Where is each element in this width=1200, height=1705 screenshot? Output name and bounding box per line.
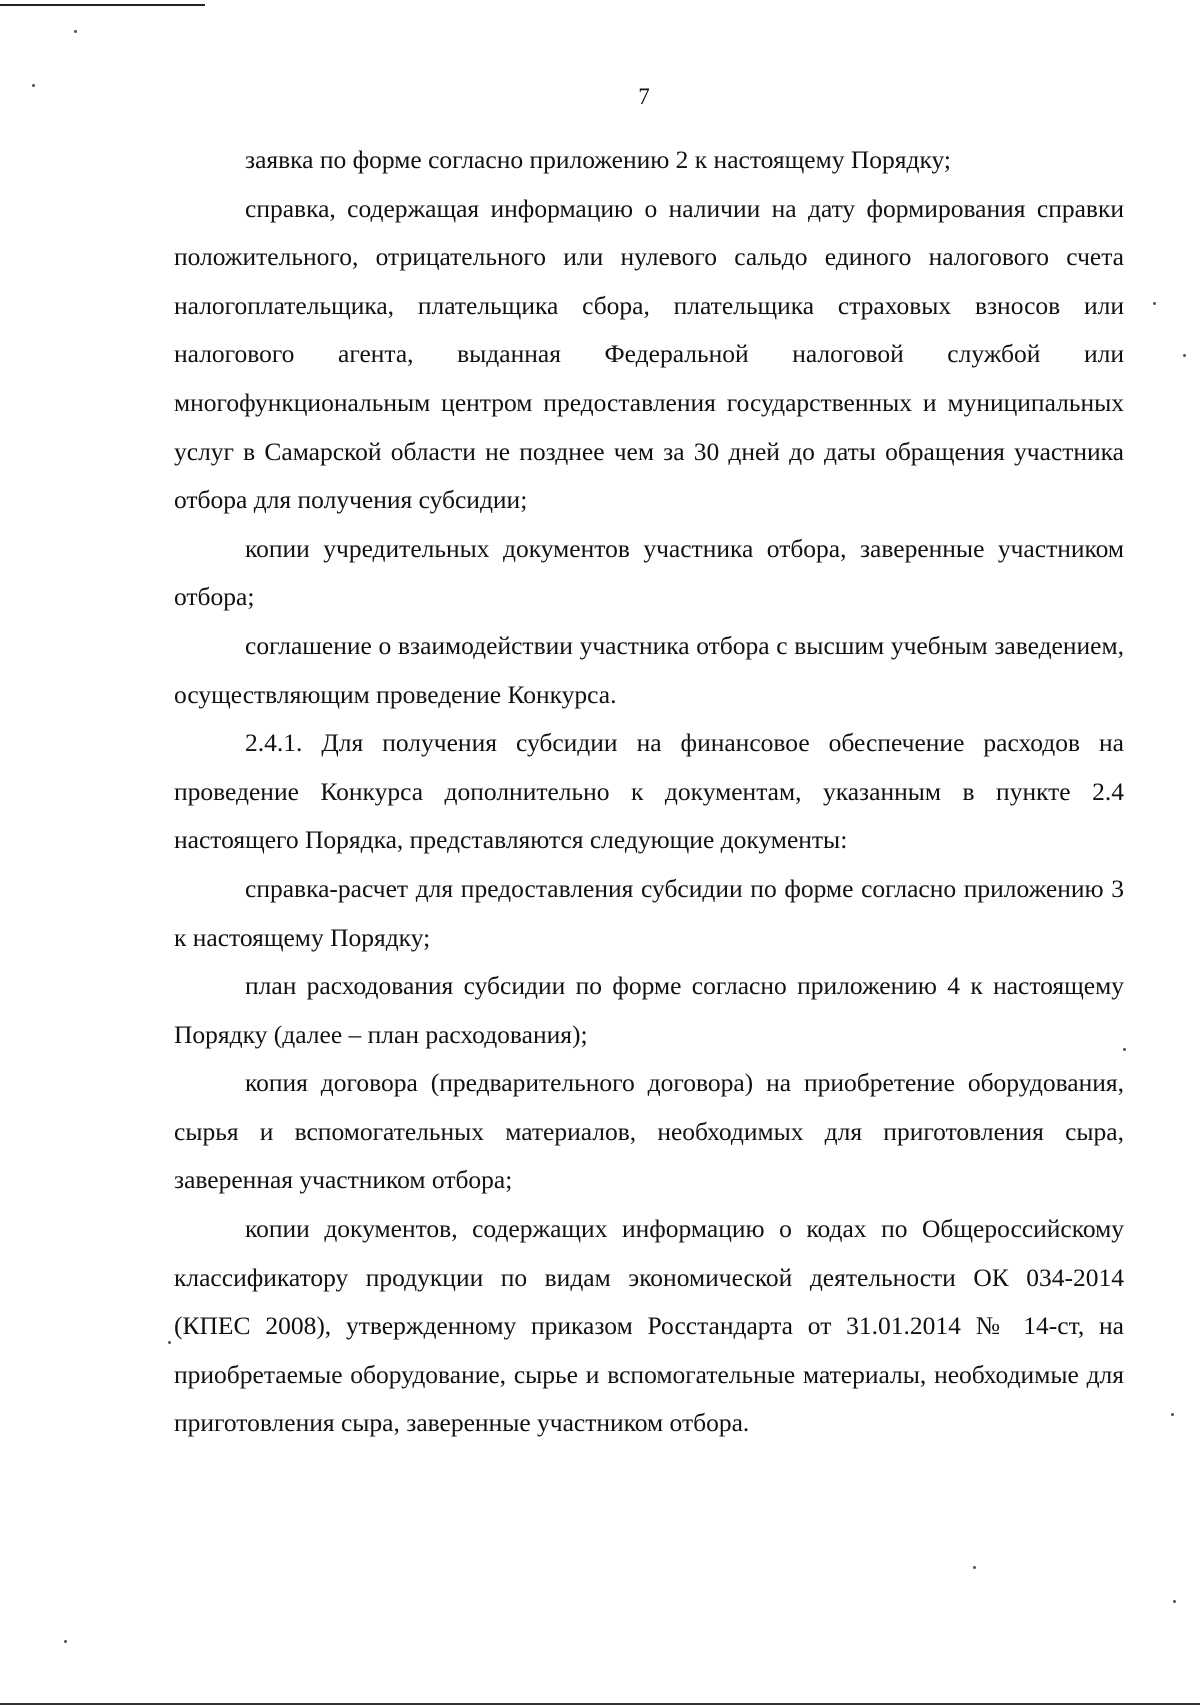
scan-speck bbox=[64, 1640, 67, 1643]
paragraph-application: заявка по форме согласно приложению 2 к настоящему Порядку; bbox=[245, 145, 951, 174]
scan-speck bbox=[973, 1566, 976, 1569]
scan-speck bbox=[168, 1341, 171, 1344]
paragraph-classifier-documents: копии документов, содержащих информацию о кодах по Общероссийскому классификатору продукции по видам экономической деятельности ОК 034-2014 (КПЕС 2008), утвержденному приказом Росстандарта от 31.01.2014 № 14-ст, на приобретаемые оборудование, сырье и вспомогательные материалы, необходимые для приготовления сыра, заверенные участником отбора. bbox=[174, 1214, 1124, 1438]
scan-speck bbox=[1171, 1413, 1174, 1416]
scan-speck bbox=[1183, 354, 1186, 357]
paragraph-tax-certificate: справка, содержащая информацию о наличии на дату формирования справки положительного, отрицательного или нулевого сальдо единого налогового счета налогоплательщика, плательщика сбора, плательщика страховых взносов или налогового агента, выданная Федеральной налоговой службой или многофункциональным центром предоставления государственных и муниципальных услуг в Самарской области не позднее чем за 30 дней до даты обращения участника отбора для получения субсидии; bbox=[174, 193, 1124, 515]
scan-speck bbox=[1153, 302, 1156, 305]
scan-edge-top bbox=[0, 4, 205, 6]
paragraph-spending-plan: план расходования субсидии по форме согласно приложению 4 к настоящему Порядку (далее – план расходования); bbox=[174, 971, 1124, 1049]
scan-speck bbox=[1123, 1048, 1126, 1051]
paragraph-calculation-certificate: справка-расчет для предоставления субсидии по форме согласно приложению 3 к настоящему Порядку; bbox=[174, 873, 1124, 952]
document-body bbox=[174, 136, 1124, 1448]
paragraph-clause-2-4-1: 2.4.1. Для получения субсидии на финансовое обеспечение расходов на проведение Конкурса дополнительно к документам, указанным в пункте 2.4 настоящего Порядка, представляются следующие документы: bbox=[174, 728, 1124, 855]
scan-speck bbox=[1173, 1600, 1176, 1603]
paragraph-university-agreement: соглашение о взаимодействии участника отбора с высшим учебным заведением, осуществляющим проведение Конкурса. bbox=[174, 630, 1124, 709]
paragraph-founding-documents: копии учредительных документов участника отбора, заверенные участником отбора; bbox=[174, 533, 1124, 612]
scan-speck bbox=[74, 30, 77, 33]
paragraph-contract-copy: копия договора (предварительного договора) на приобретение оборудования, сырья и вспомогательных материалов, необходимых для приготовления сыра, заверенная участником отбора; bbox=[174, 1068, 1124, 1195]
scan-speck bbox=[32, 84, 35, 87]
page-number: 7 bbox=[638, 84, 650, 109]
